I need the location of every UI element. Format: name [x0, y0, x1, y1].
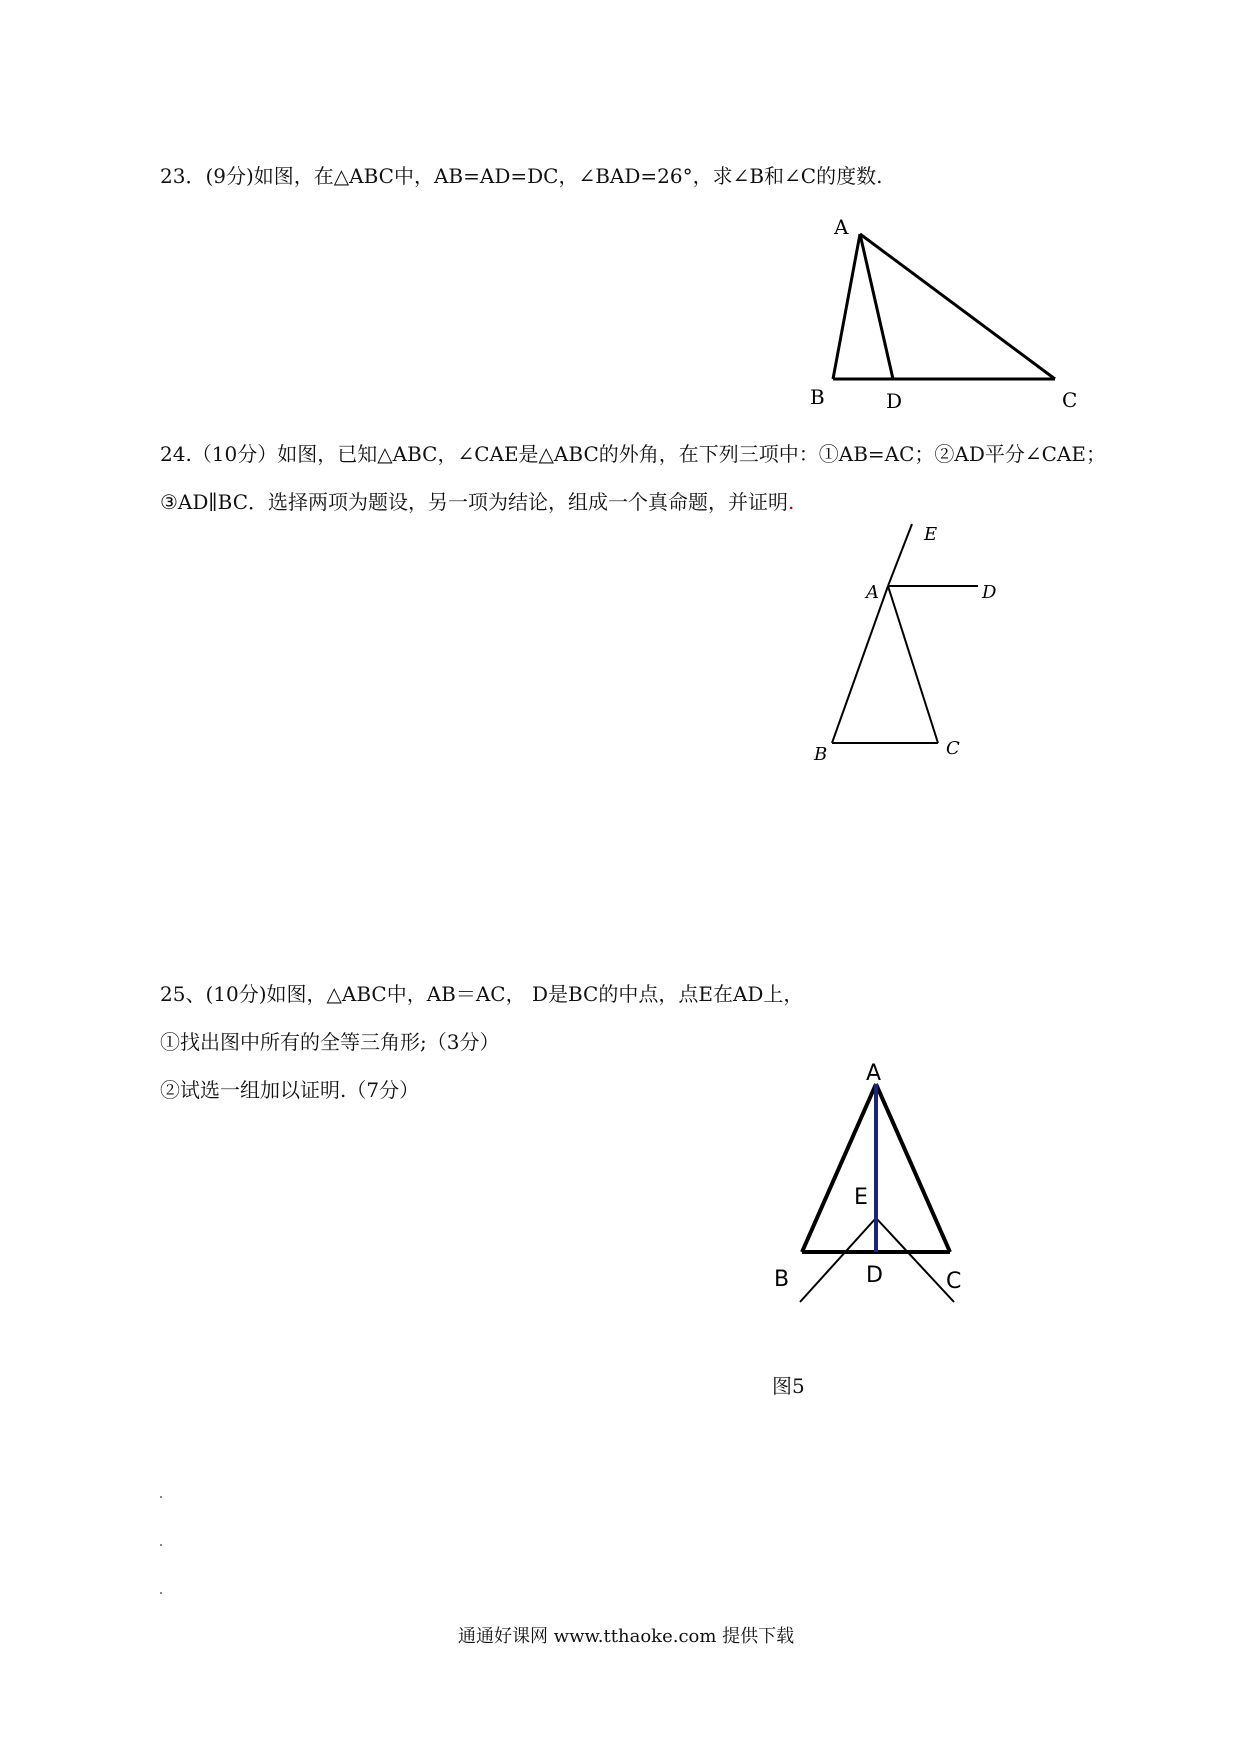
question-24-line-1: 24.（10分）如图，已知△ABC，∠CAE是△ABC的外角，在下列三项中：①AB=AC；②AD平分∠CAE；	[160, 442, 1106, 466]
question-24-line-2-end: .	[788, 490, 795, 514]
label-b: B	[810, 385, 825, 409]
question-24-line-2	[160, 488, 794, 516]
label-a: A	[866, 582, 879, 603]
label-c: C	[946, 1269, 962, 1294]
label-c: C	[946, 738, 960, 759]
figure-23-triangle	[790, 208, 1090, 418]
figure-25-caption: 图5	[772, 1374, 805, 1398]
question-25-line-2: ①找出图中所有的全等三角形;（3分）	[160, 1030, 500, 1054]
footer-credit: 通通好课网 www.tthaoke.com 提供下载	[458, 1626, 795, 1647]
question-23-text: 23．(9分)如图，在△ABC中，AB=AD=DC，∠BAD=26°，求∠B和∠C的度数.	[160, 164, 883, 188]
segment-ab	[832, 586, 888, 743]
segment-ab	[802, 1084, 876, 1252]
ray-ae	[888, 524, 912, 586]
question-24-line-2-main: ③AD∥BC．选择两项为题设，另一项为结论，组成一个真命题，并证明	[160, 490, 789, 514]
figure-24-triangle	[800, 516, 1020, 766]
segment-ab	[833, 234, 860, 379]
figure-24-lines	[832, 524, 978, 743]
label-e: E	[854, 1185, 868, 1210]
segment-ac	[876, 1084, 950, 1252]
figure-25-triangle	[760, 1050, 980, 1320]
margin-dot	[160, 1496, 162, 1498]
figure-23-lines	[833, 234, 1055, 379]
label-c: C	[1062, 388, 1078, 412]
segment-ac	[888, 586, 938, 743]
margin-dot	[160, 1592, 162, 1594]
question-25-line-1: 25、(10分)如图，△ABC中，AB＝AC， D是BC的中点，点E在AD上，	[160, 982, 804, 1006]
label-a: A	[866, 1061, 882, 1086]
question-25-line-3: ②试选一组加以证明.（7分）	[160, 1078, 420, 1102]
label-b: B	[814, 744, 828, 765]
label-b: B	[774, 1267, 790, 1292]
label-a: A	[834, 215, 849, 239]
margin-dot	[160, 1544, 162, 1546]
label-d: D	[982, 582, 997, 603]
label-e: E	[924, 524, 938, 545]
label-d: D	[886, 389, 903, 413]
label-d: D	[866, 1263, 883, 1288]
